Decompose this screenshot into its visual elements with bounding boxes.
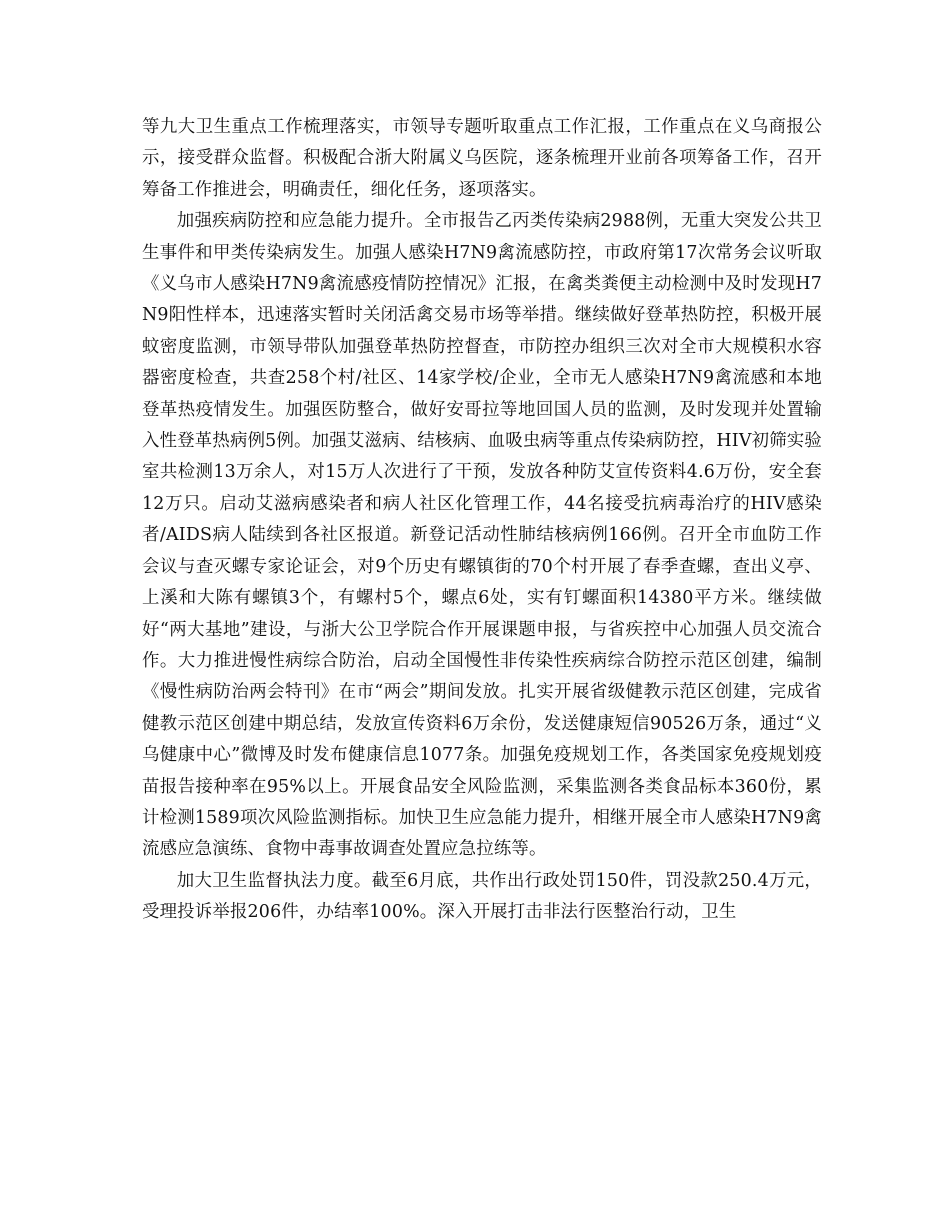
document-body [142,112,822,929]
paragraph-health-supervision: 加大卫生监督执法力度。截至6月底，共作出行政处罚150件，罚没款250.4万元，受理投诉举报206件，办结率100%。深入开展打击非法行医整治行动，卫生 [142,870,822,923]
paragraph-continuation: 等九大卫生重点工作梳理落实，市领导专题听取重点工作汇报，工作重点在义乌商报公示，接受群众监督。积极配合浙大附属义乌医院，逐条梳理开业前各项筹备工作，召开筹备工作推进会，明确责任，细化任务，逐项落实。 [142,117,822,200]
paragraph-disease-control: 加强疾病防控和应急能力提升。全市报告乙丙类传染病2988例，无重大突发公共卫生事件和甲类传染病发生。加强人感染H7N9禽流感防控，市政府第17次常务会议听取《义乌市人感染H7N9禽流感疫情防控情况》汇报，在禽类粪便主动检测中及时发现H7N9阳性样本，迅速落实暂时关闭活禽交易市场等举措。继续做好登革热防控，积极开展蚊密度监测，市领导带队加强登革热防控督查，市防控办组织三次对全市大规模积水容器密度检查，共查258个村/社区、14家学校/企业，全市无人感染H7N9禽流感和本地登革热疫情发生。加强医防整合，做好安哥拉等地回国人员的监测，及时发现并处置输入性登革热病例5例。加强艾滋病、结核病、血吸虫病等重点传染病防控，HIV初筛实验室共检测13万余人，对15万人次进行了干预，发放各种防艾宣传资料4.6万份，安全套12万只。启动艾滋病感染者和病人社区化管理工作，44名接受抗病毒治疗的HIV感染者/AIDS病人陆续到各社区报道。新登记活动性肺结核病例166例。召开全市血防工作会议与查灭螺专家论证会，对9个历史有螺镇街的70个村开展了春季查螺，查出义亭、上溪和大陈有螺镇3个，有螺村5个，螺点6处，实有钉螺面积14380平方米。继续做好“两大基地”建设，与浙大公卫学院合作开展课题申报，与省疾控中心加强人员交流合作。大力推进慢性病综合防治，启动全国慢性非传染性疾病综合防控示范区创建，编制《慢性病防治两会特刊》在市“两会”期间发放。扎实开展省级健教示范区创建，完成省健教示范区创建中期总结，发放宣传资料6万余份，发送健康短信90526万条，通过“义乌健康中心”微博及时发布健康信息1077条。加强免疫规划工作，各类国家免疫规划疫苗报告接种率在95%以上。开展食品安全风险监测，采集监测各类食品标本360份，累计检测1589项次风险监测指标。加快卫生应急能力提升，相继开展全市人感染H7N9禽流感应急演练、食物中毒事故调查处置应急拉练等。 [142,211,822,860]
